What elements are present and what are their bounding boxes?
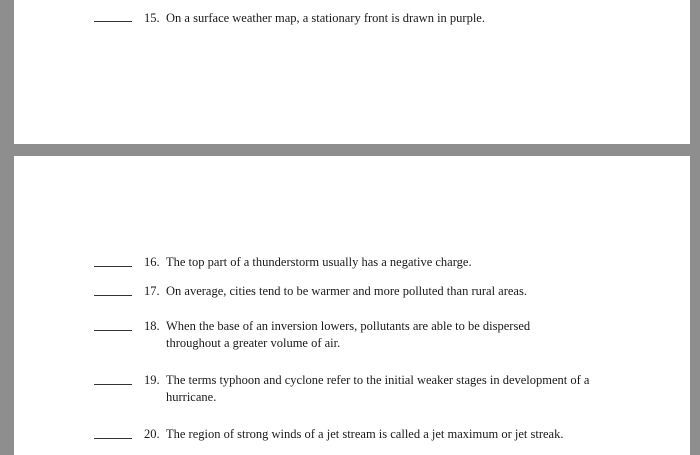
worksheet-page-bottom [14,156,690,455]
question-number: 18. [144,319,160,333]
answer-blank[interactable] [94,21,132,22]
answer-blank[interactable] [94,438,132,439]
question-text: The top part of a thunderstorm usually has a negative charge. [166,255,472,269]
question-number: 15. [144,11,160,25]
question-text: When the base of an inversion lowers, pollutants are able to be dispersed throughout a greater volume of air. [166,319,531,350]
question-text: The region of strong winds of a jet stream is called a jet maximum or jet streak. [166,427,564,441]
question-number: 16. [144,255,160,269]
question-number: 19. [144,373,160,387]
answer-blank[interactable] [94,266,132,267]
question-text: On a surface weather map, a stationary front is drawn in purple. [166,11,485,25]
worksheet-page-top [14,0,690,144]
answer-blank[interactable] [94,330,132,331]
question-number: 20. [144,427,160,441]
question-number: 17. [144,284,160,298]
question-text: On average, cities tend to be warmer and more polluted than rural areas. [166,284,527,298]
answer-blank[interactable] [94,384,132,385]
answer-blank[interactable] [94,295,132,296]
question-text: The terms typhoon and cyclone refer to the initial weaker stages in development of a hurricane. [166,373,590,404]
